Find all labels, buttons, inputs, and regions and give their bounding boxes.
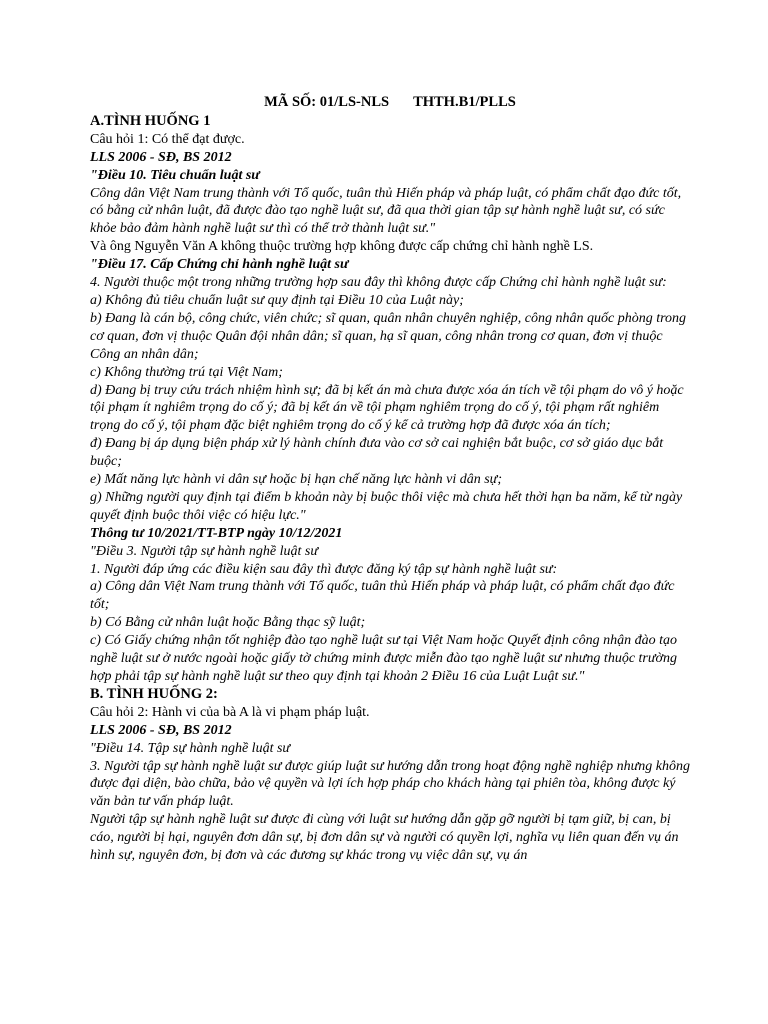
article-text: Người tập sự hành nghề luật sư được đi cùng với luật sư hướng dẫn gặp gỡ người bị tạm giữ, bị can, bị cáo, người bị hại, nguyên đơn dân sự, bị đơn dân sự và người có quyền lợi, nghĩa vụ liên quan đến vụ án hình sự, nguyên đơn, bị đơn và các đương sự khác trong vụ việc dân sự, vụ án bbox=[90, 812, 679, 864]
list-item: b) Có Bằng cử nhân luật hoặc Bằng thạc sỹ luật; bbox=[90, 615, 366, 631]
list-item: đ) Đang bị áp dụng biện pháp xử lý hành chính đưa vào cơ sở cai nghiện bắt buộc, cơ sở giáo dục bắt buộc; bbox=[90, 436, 664, 470]
list-item: b) Đang là cán bộ, công chức, viên chức; sĩ quan, quân nhân chuyên nghiệp, công nhân quốc phòng trong cơ quan, đơn vị thuộc Quân đội nhân dân; sĩ quan, hạ sĩ quan, công nhân trong cơ quan, đơn vị thuộc Công an nhân dân; bbox=[90, 310, 687, 362]
law-reference: LLS 2006 - SĐ, BS 2012 bbox=[90, 722, 232, 738]
document-class: THTH.B1/PLLS bbox=[413, 94, 516, 110]
law-reference: LLS 2006 - SĐ, BS 2012 bbox=[90, 149, 232, 165]
question-1: Câu hỏi 1: Có thể đạt được. bbox=[90, 131, 245, 147]
article-title: "Điều 14. Tập sự hành nghề luật sư bbox=[90, 740, 291, 756]
article-text: 4. Người thuộc một trong những trường hợp sau đây thì không được cấp Chứng chỉ hành nghề luật sư: bbox=[90, 275, 667, 291]
article-text: Công dân Việt Nam trung thành với Tổ quốc, tuân thủ Hiến pháp và pháp luật, có phẩm chất đạo đức tốt, có bằng cử nhân luật, đã được đào tạo nghề luật sư, đã qua thời gian tập sự hành nghề luật sư, có sức khỏe bảo đảm hành nghề luật sư thì có thể trở thành luật sư." bbox=[90, 185, 682, 237]
document-header bbox=[90, 94, 690, 112]
article-title: "Điều 3. Người tập sự hành nghề luật sư bbox=[90, 543, 318, 559]
list-item: d) Đang bị truy cứu trách nhiệm hình sự; đã bị kết án mà chưa được xóa án tích về tội phạm do vô ý hoặc tội phạm ít nghiêm trọng do cố ý; đã bị kết án về tội phạm nghiêm trọng do cố ý, tội phạm rất nghiêm trọng do cố ý, tội phạm đặc biệt nghiêm trọng do cố ý kể cả trường hợp đã được xóa án tích; bbox=[90, 382, 684, 434]
article-text: 3. Người tập sự hành nghề luật sư được giúp luật sư hướng dẫn trong hoạt động nghề nghiệp nhưng không được đại diện, bào chữa, bảo vệ quyền và lợi ích hợp pháp cho khách hàng tại phiên tòa, không được ký văn bản tư vấn pháp luật. bbox=[90, 758, 690, 810]
section-heading-a: A.TÌNH HUỐNG 1 bbox=[90, 112, 211, 129]
document-body bbox=[90, 94, 690, 865]
answer-text: Và ông Nguyễn Văn A không thuộc trường hợp không được cấp chứng chỉ hành nghề LS. bbox=[90, 239, 594, 255]
list-item: e) Mất năng lực hành vi dân sự hoặc bị hạn chế năng lực hành vi dân sự; bbox=[90, 472, 502, 488]
list-item: c) Có Giấy chứng nhận tốt nghiệp đào tạo nghề luật sư tại Việt Nam hoặc Quyết định công nhận đào tạo nghề luật sư ở nước ngoài hoặc giấy tờ chứng minh được miễn đào tạo nghề luật sư nhưng thuộc trường hợp phải tập sự hành nghề luật sư theo quy định tại khoản 2 Điều 16 của Luật Luật sư." bbox=[90, 633, 677, 684]
article-title: "Điều 17. Cấp Chứng chỉ hành nghề luật sư bbox=[90, 257, 349, 273]
section-heading-b: B. TÌNH HUỐNG 2: bbox=[90, 685, 218, 702]
article-title: "Điều 10. Tiêu chuẩn luật sư bbox=[90, 167, 260, 183]
circular-reference: Thông tư 10/2021/TT-BTP ngày 10/12/2021 bbox=[90, 525, 343, 541]
document-code: MÃ SỐ: 01/LS-NLS bbox=[264, 94, 390, 110]
list-item: a) Không đủ tiêu chuẩn luật sư quy định tại Điều 10 của Luật này; bbox=[90, 292, 464, 308]
question-2: Câu hỏi 2: Hành vi của bà A là vi phạm pháp luật. bbox=[90, 704, 370, 720]
list-item: g) Những người quy định tại điểm b khoản này bị buộc thôi việc mà chưa hết thời hạn ba năm, kể từ ngày quyết định buộc thôi việc có hiệu lực." bbox=[90, 489, 683, 523]
list-item: a) Công dân Việt Nam trung thành với Tổ quốc, tuân thủ Hiến pháp và pháp luật, có phẩm chất đạo đức tốt; bbox=[90, 579, 675, 613]
list-item: c) Không thường trú tại Việt Nam; bbox=[90, 364, 283, 380]
article-text: 1. Người đáp ứng các điều kiện sau đây thì được đăng ký tập sự hành nghề luật sư: bbox=[90, 561, 558, 577]
